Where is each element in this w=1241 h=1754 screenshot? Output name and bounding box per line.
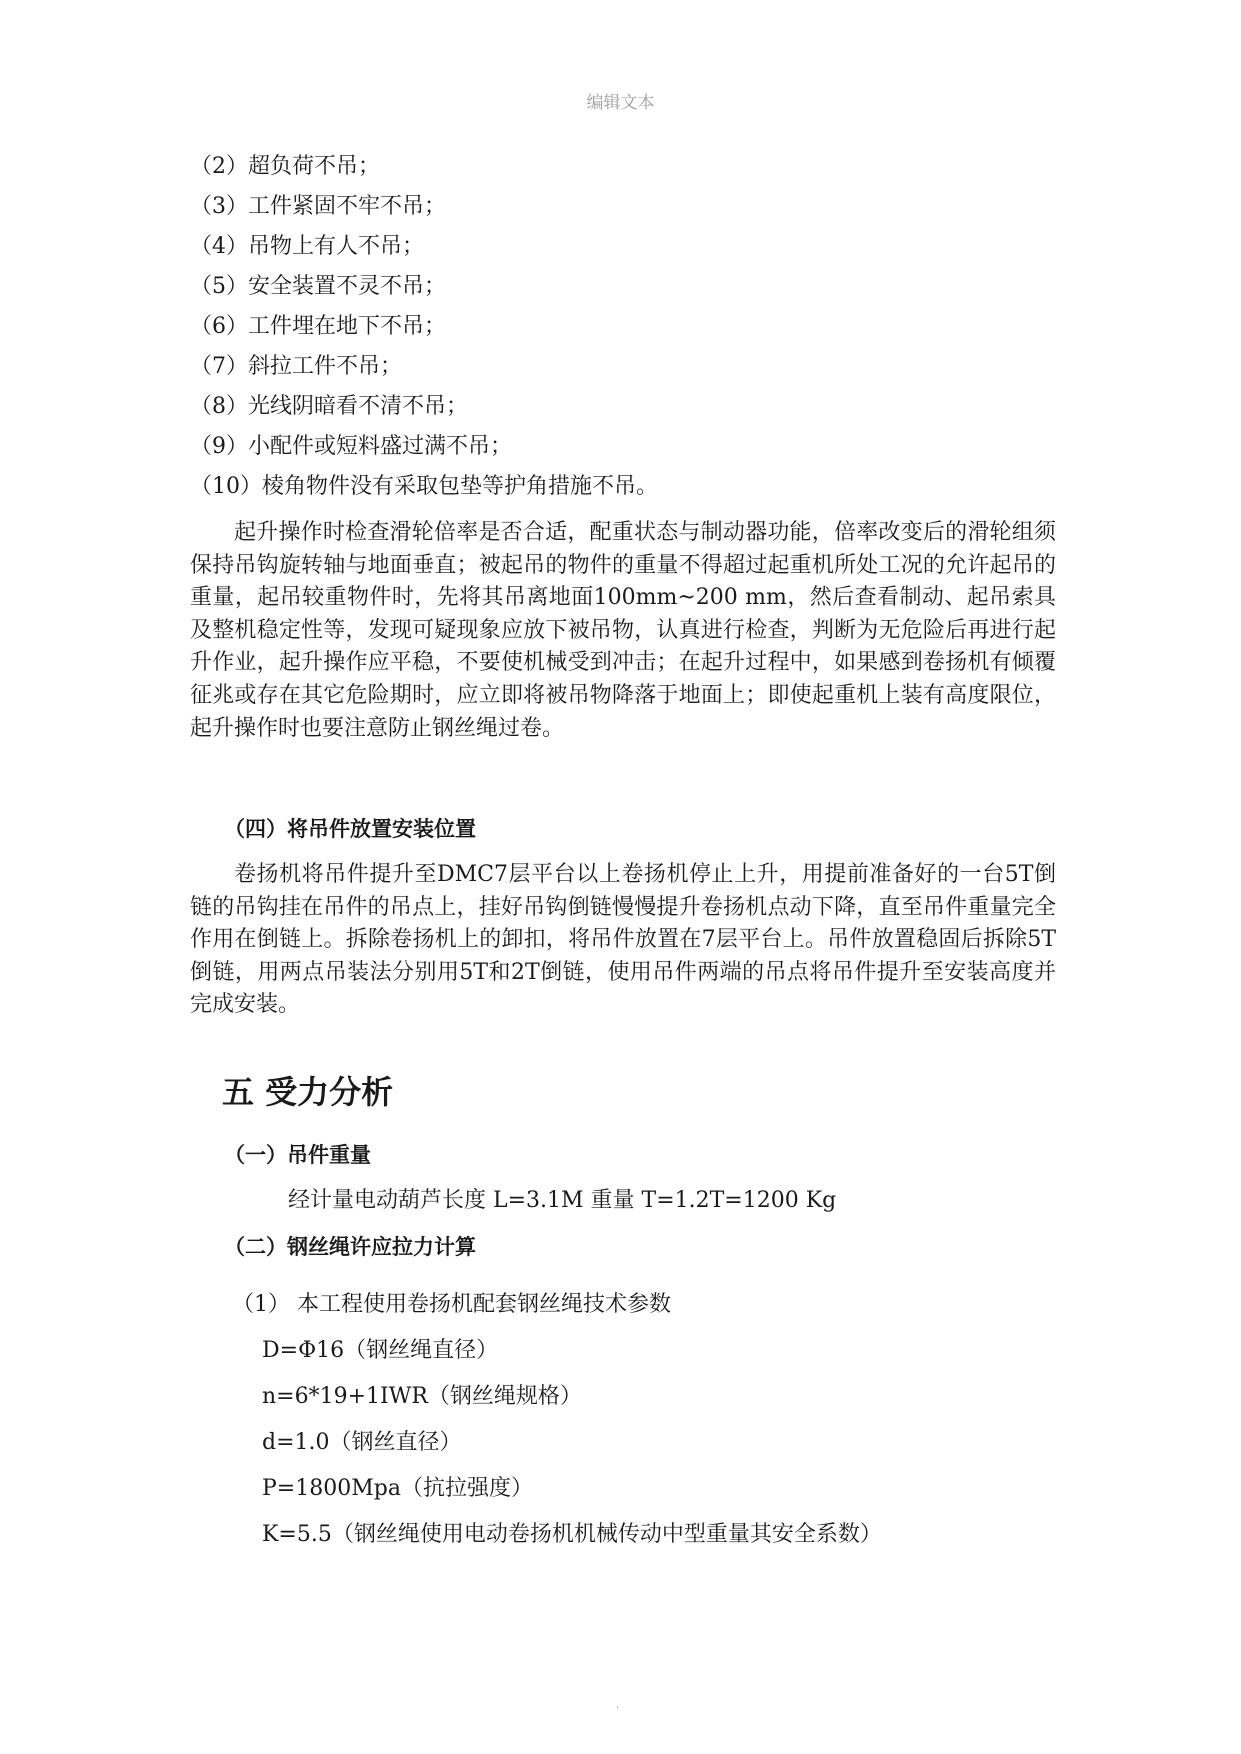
- page-header: 编辑文本: [586, 93, 655, 113]
- list-item: （2）超负荷不吊；: [190, 154, 380, 179]
- subsection-heading-4: （四）将吊件放置安装位置: [224, 817, 476, 841]
- section-heading-5: 五 受力分析: [222, 1073, 394, 1111]
- param-line: d=1.0（钢丝直径）: [262, 1430, 462, 1455]
- param-intro: （1） 本工程使用卷扬机配套钢丝绳技术参数: [232, 1292, 671, 1317]
- list-item: （10）棱角物件没有采取包垫等护角措施不吊。: [190, 474, 658, 499]
- subsection-heading-1: （一）吊件重量: [224, 1143, 371, 1167]
- weight-line: 经计量电动葫芦长度 L=3.1M 重量 T=1.2T=1200 Kg: [288, 1188, 837, 1213]
- param-line: D=Φ16（钢丝绳直径）: [262, 1338, 499, 1363]
- param-line: n=6*19+1IWR（钢丝绳规格）: [262, 1384, 582, 1409]
- lift-operation-paragraph: 起升操作时检查滑轮倍率是否合适，配重状态与制动器功能，倍率改变后的滑轮组须保持吊钩旋转轴与地面垂直；被起吊的物件的重量不得超过起重机所处工况的允许起吊的重量，起吊较重物件时，先将其吊离地面100mm~200 mm，然后查看制动、起吊索具及整机稳定性等，发现可疑现象应放下被吊物，认真进行检查，判断为无危险后再进行起升作业，起升操作应平稳，不要使机械受到冲击；在起升过程中，如果感到卷扬机有倾覆征兆或存在其它危险期时，应立即将被吊物降落于地面上；即使起重机上装有高度限位，起升操作时也要注意防止钢丝绳过卷。: [190, 520, 1056, 741]
- list-item: （7）斜拉工件不吊；: [190, 354, 402, 379]
- list-item: （9）小配件或短料盛过满不吊；: [190, 434, 512, 459]
- footer-mark: .: [616, 1700, 620, 1711]
- list-item: （4）吊物上有人不吊；: [190, 234, 424, 259]
- list-item: （8）光线阴暗看不清不吊；: [190, 394, 468, 419]
- list-item: （6）工件埋在地下不吊；: [190, 314, 446, 339]
- list-item: （3）工件紧固不牢不吊；: [190, 194, 446, 219]
- placement-paragraph: 卷扬机将吊件提升至DMC7层平台以上卷扬机停止上升，用提前准备好的一台5T倒链的吊钩挂在吊件的吊点上，挂好吊钩倒链慢慢提升卷扬机点动下降，直至吊件重量完全作用在倒链上。拆除卷扬机上的卸扣，将吊件放置在7层平台上。吊件放置稳固后拆除5T倒链，用两点吊装法分别用5T和2T倒链，使用吊件两端的吊点将吊件提升至安装高度并完成安装。: [190, 862, 1056, 1018]
- list-item: （5）安全装置不灵不吊；: [190, 274, 446, 299]
- param-line: P=1800Mpa（抗拉强度）: [262, 1476, 533, 1501]
- param-line: K=5.5（钢丝绳使用电动卷扬机机械传动中型重量其安全系数）: [262, 1522, 882, 1547]
- subsection-heading-2: （二）钢丝绳许应拉力计算: [224, 1235, 476, 1259]
